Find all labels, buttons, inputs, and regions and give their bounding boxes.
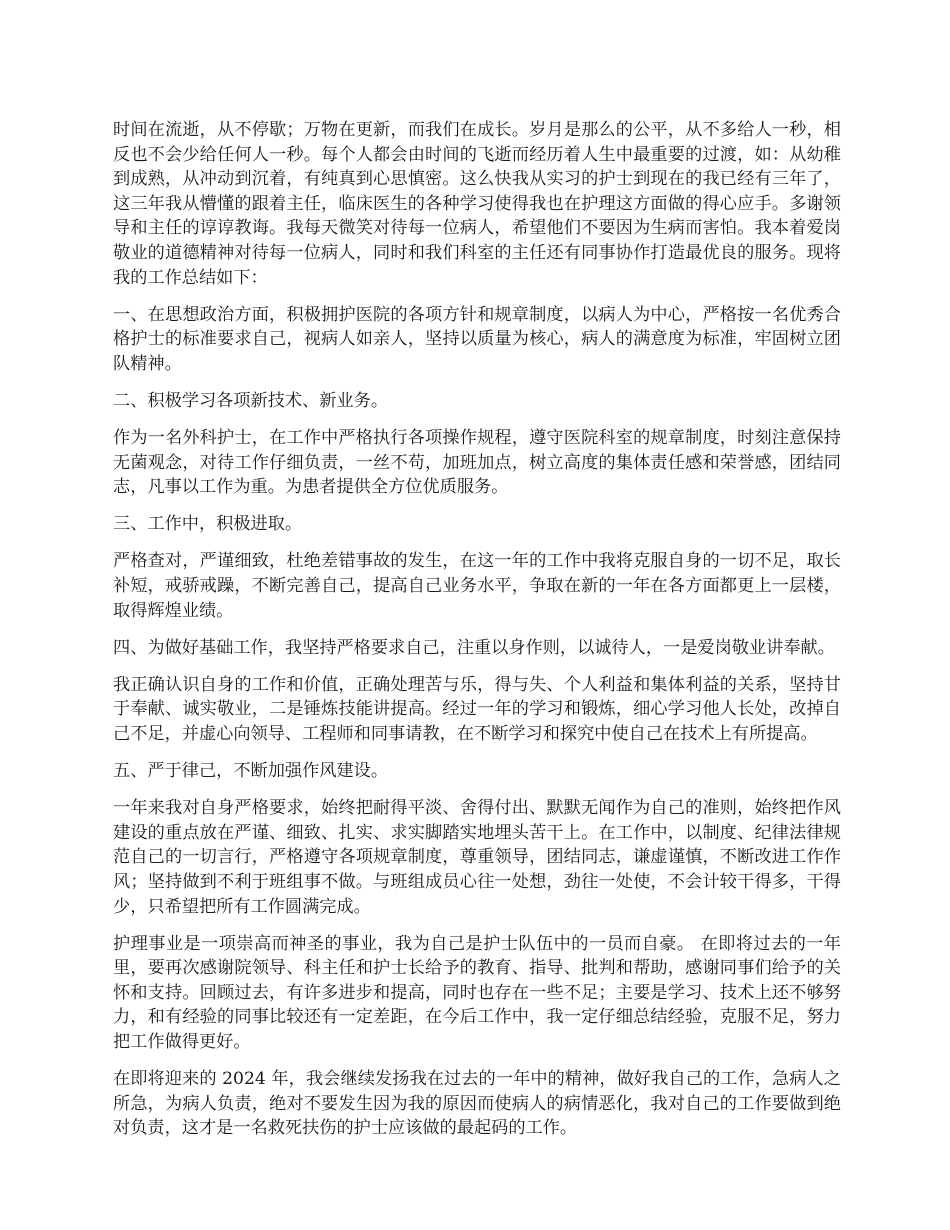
section-four-paragraph: 我正确认识自身的工作和价值，正确处理苦与乐，得与失、个人利益和集体利益的关系，坚持甘于奉献、诚实敬业，二是锤炼技能讲提高。经过一年的学习和锻炼，细心学习他人长处，改掉自己不足，并虚心向领导、工程师和同事请教，在不断学习和探究中使自己在技术上有所提高。 [113, 674, 841, 744]
closing-paragraph: 在即将迎来的 2024 年，我会继续发扬我在过去的一年中的精神，做好我自己的工作，急病人之所急，为病人负责，绝对不要发生因为我的原因而使病人的病情恶化，我对自己的工作要做到绝对负责，这才是一名救死扶伤的护士应该做的最起码的工作。 [113, 1069, 841, 1139]
section-three-paragraph: 严格查对，严谨细致，杜绝差错事故的发生，在这一年的工作中我将克服自身的一切不足，取长补短，戒骄戒躁，不断完善自己，提高自己业务水平，争取在新的一年在各方面都更上一层楼，取得辉煌业绩。 [113, 551, 841, 621]
section-one-paragraph: 一、在思想政治方面，积极拥护医院的各项方针和规章制度，以病人为中心，严格按一名优秀合格护士的标准要求自己，视病人如亲人，坚持以质量为核心，病人的满意度为标准，牢固树立团队精神。 [113, 304, 841, 374]
intro-paragraph: 时间在流逝，从不停歇；万物在更新，而我们在成长。岁月是那么的公平，从不多给人一秒，相反也不会少给任何人一秒。每个人都会由时间的飞逝而经历着人生中最重要的过渡，如：从幼稚到成熟，从冲动到沉着，有纯真到心思慎密。这么快我从实习的护士到现在的我已经有三年了，这三年我从懵懂的跟着主任，临床医生的各种学习使得我也在护理这方面做的得心应手。多谢领导和主任的谆谆教诲。我每天微笑对待每一位病人，希望他们不要因为生病而害怕。我本着爱岗敬业的道德精神对待每一位病人，同时和我们科室的主任还有同事协作打造最优良的服务。现将我的工作总结如下： [113, 120, 841, 288]
section-three-heading: 三、工作中，积极进取。 [113, 514, 303, 535]
section-five-heading: 五、严于律己，不断加强作风建设。 [113, 761, 389, 782]
section-four-heading: 四、为做好基础工作，我坚持严格要求自己，注重以身作则，以诚待人，一是爱岗敬业讲奉献。 [113, 637, 835, 658]
reflection-paragraph: 护理事业是一项崇高而神圣的事业，我为自己是护士队伍中的一员而自豪。 在即将过去的一年里，要再次感谢院领导、科主任和护士长给予的教育、指导、批判和帮助，感谢同事们给予的关怀和支持。回顾过去，有许多进步和提高，同时也存在一些不足；主要是学习、技术上还不够努力，和有经验的同事比较还有一定差距，在今后工作中，我一定仔细总结经验，克服不足，努力把工作做得更好。 [113, 933, 841, 1052]
section-two-paragraph: 作为一名外科护士，在工作中严格执行各项操作规程，遵守医院科室的规章制度，时刻注意保持无菌观念，对待工作仔细负责，一丝不苟，加班加点，树立高度的集体责任感和荣誉感，团结同志，凡事以工作为重。为患者提供全方位优质服务。 [113, 428, 841, 498]
section-five-paragraph: 一年来我对自身严格要求，始终把耐得平淡、舍得付出、默默无闻作为自己的准则，始终把作风建设的重点放在严谨、细致、扎实、求实脚踏实地埋头苦干上。在工作中，以制度、纪律法律规范自己的一切言行，严格遵守各项规章制度，尊重领导，团结同志，谦虚谨慎，不断改进工作作风；坚持做到不利于班组事不做。与班组成员心往一处想，劲往一处使，不会计较干得多，干得少，只希望把所有工作圆满完成。 [113, 798, 841, 917]
document-body [113, 118, 841, 1153]
section-two-heading: 二、积极学习各项新技术、新业务。 [113, 390, 389, 411]
